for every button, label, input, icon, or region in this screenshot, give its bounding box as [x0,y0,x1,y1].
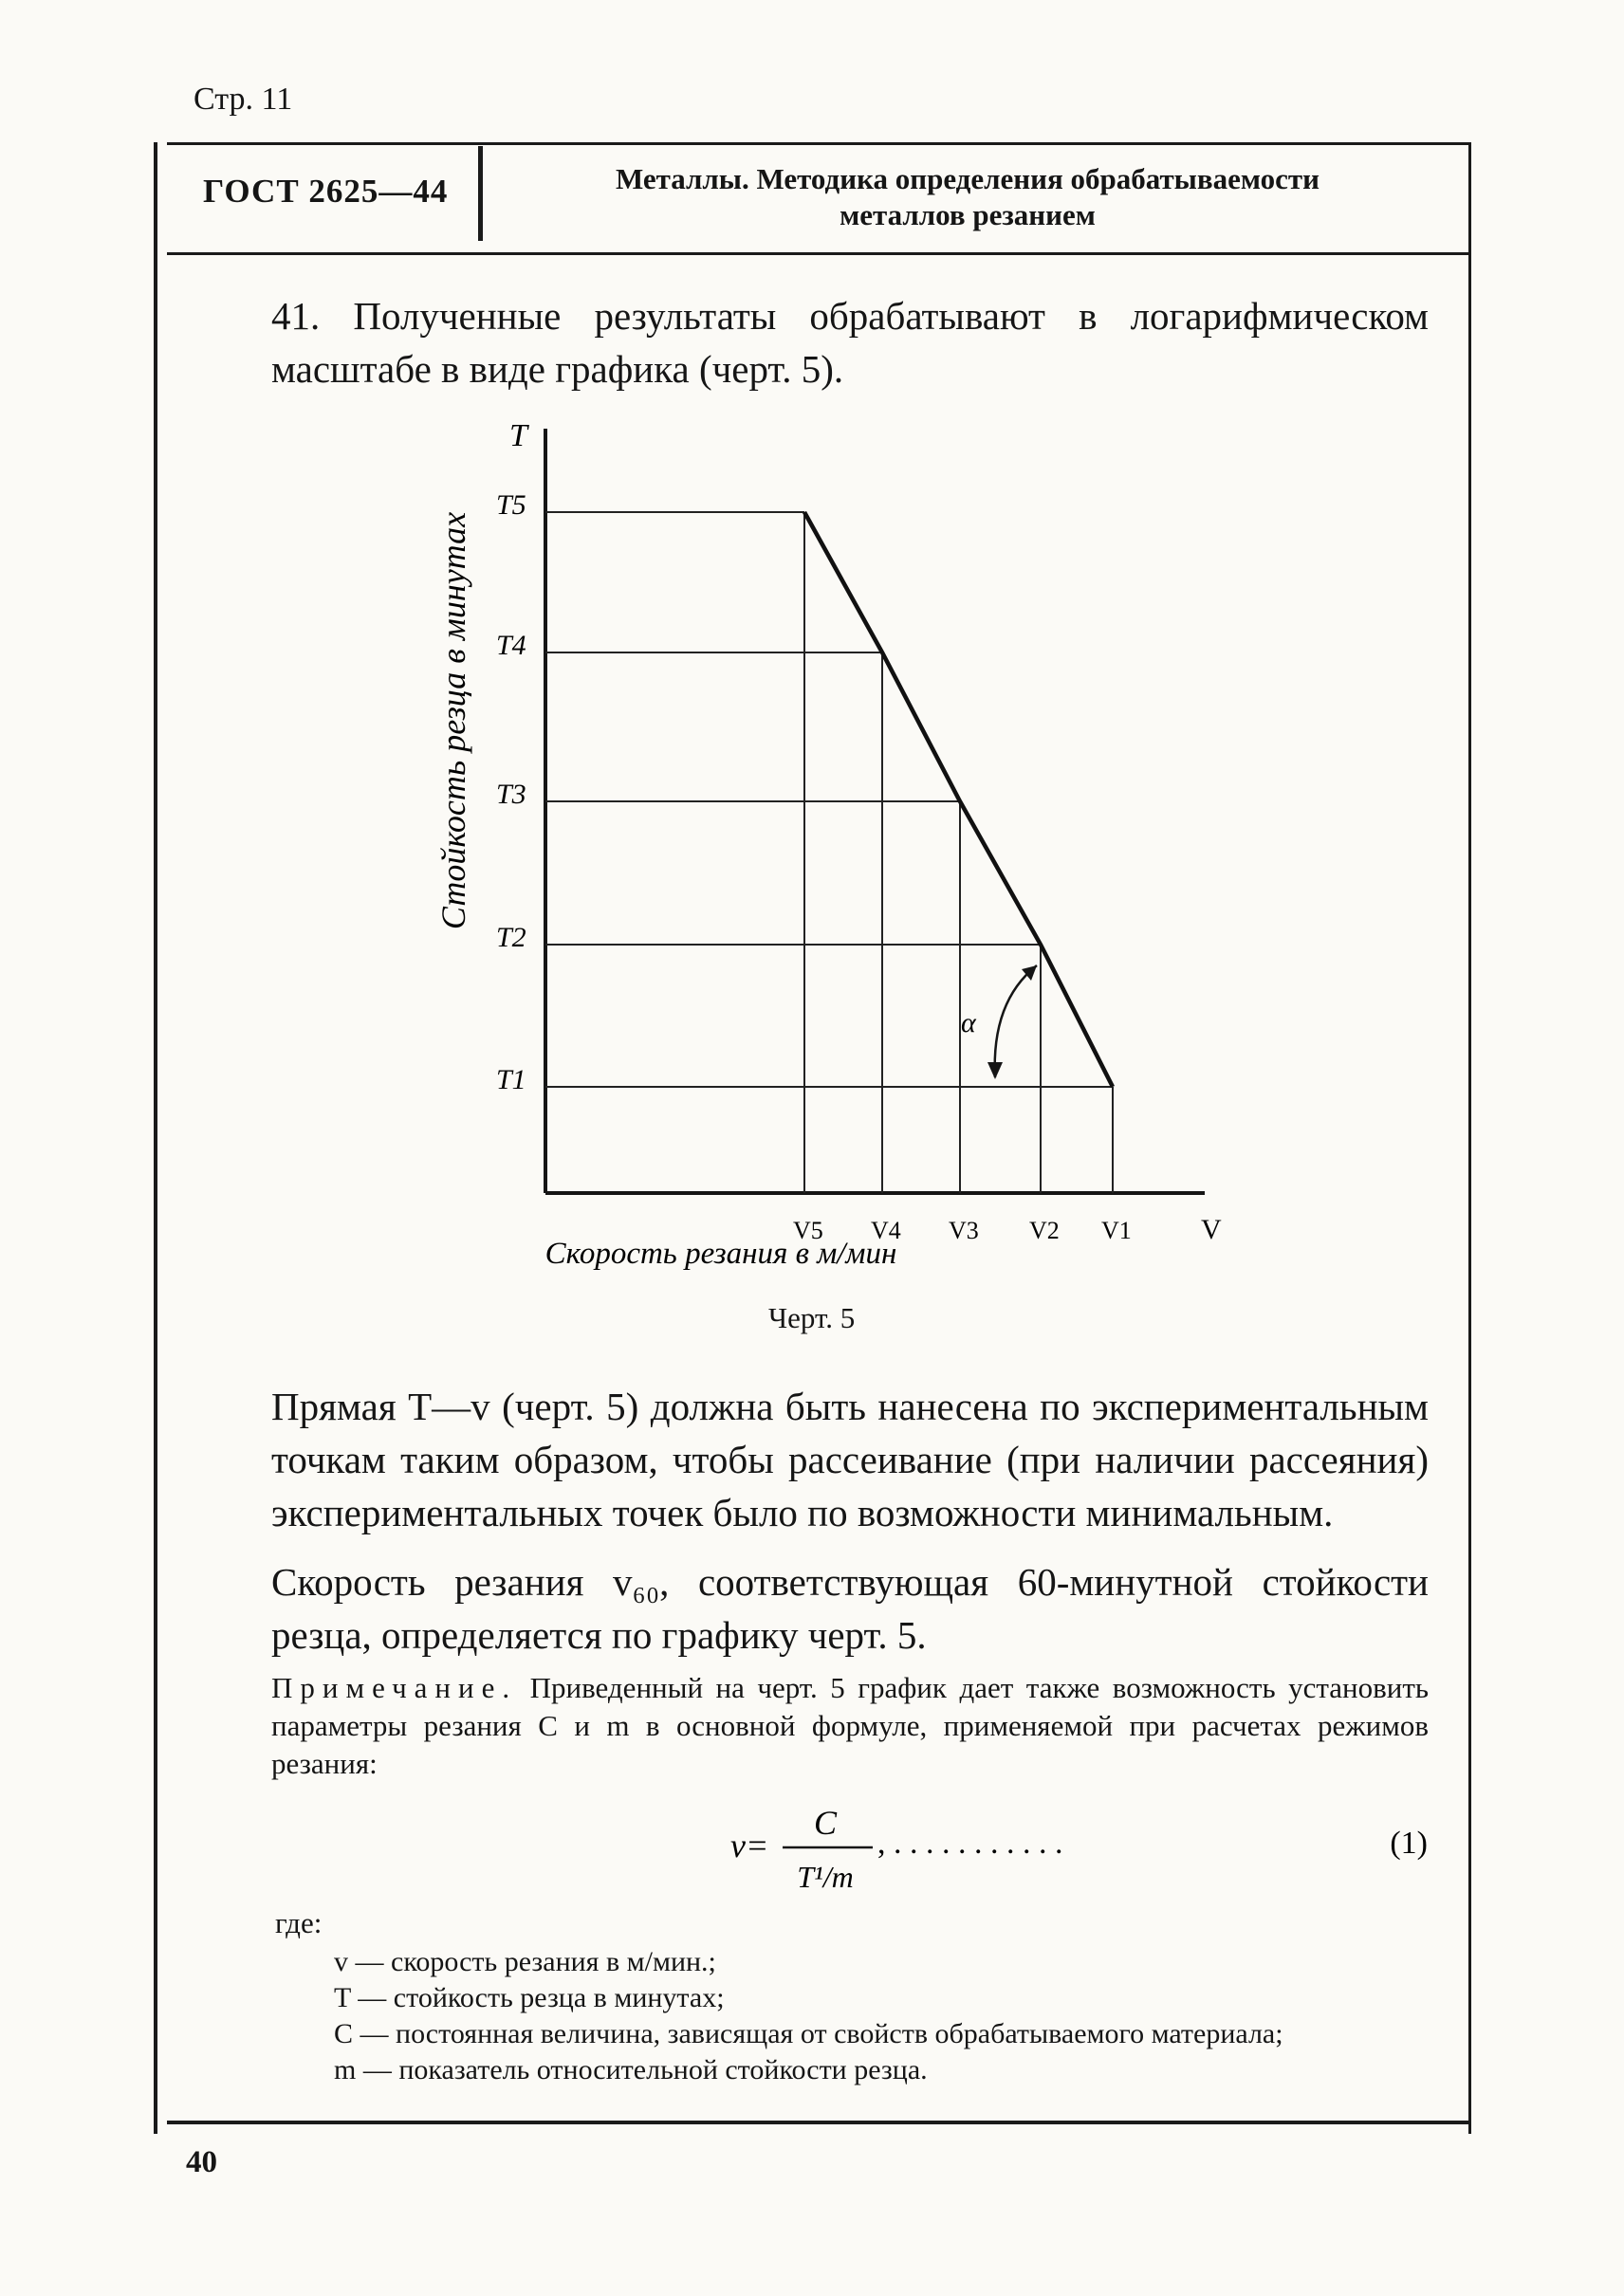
y-tick-label-T4: T4 [496,630,526,661]
y-tick-label-T2: T2 [496,922,526,953]
x-axis-label: Скорость резания в м/мин [544,1237,897,1271]
note-label: Примечание. [271,1671,518,1704]
paragraph-41: 41. Полученные результаты обрабатывают в логарифмическом масштабе в виде графика (черт. 5). [271,294,1429,391]
formula-lhs: v= [730,1827,769,1864]
y-axis-symbol: T [509,418,527,453]
x-axis-symbol: V [1201,1214,1222,1245]
formula-denominator: T¹/m [797,1860,854,1894]
y-axis-label: Стойкость резца в минутах [434,511,472,930]
note-text: Приведенный на черт. 5 график дает также возможность установить параметры резания C и m в основной формуле, применяемой при расчетах режимов резания: [271,1671,1430,1780]
page-number: 40 [186,2145,217,2179]
chart-series [804,512,1113,1087]
title-line-1: Металлы. Методика определения обрабатываемости [616,162,1320,195]
title-line-2: металлов резанием [840,198,1096,231]
header-divider [478,146,483,241]
page-label: Стр. 11 [194,82,293,117]
chart-guides [545,512,1113,1193]
angle-label: α [961,1007,976,1038]
definition-t: T — стойкость резца в минутах; [334,1982,725,2013]
angle-arc [995,965,1037,1077]
chart-axes [509,418,1222,1245]
series-line [804,512,1113,1087]
x-tick-label-V4: V4 [871,1217,901,1244]
bottom-rule [167,2121,1471,2124]
y-tick-label-T5: T5 [496,489,526,521]
definition-v: v — скорость резания в м/мин.; [334,1946,716,1977]
paragraph-speed: Скорость резания v₆₀, соответствующая 60-минутной стойкости резца, определяется по графику черт. 5. [271,1560,1429,1657]
formula-numerator: C [813,1804,838,1842]
definitions-list [334,1944,1434,2088]
where-label: где: [275,1906,323,1939]
angle-marker [961,965,1037,1079]
y-tick-label-T1: T1 [496,1064,526,1095]
formula-number: (1) [1390,1826,1428,1861]
figure-caption: Черт. 5 [768,1301,856,1334]
y-tick-label-T3: T3 [496,779,526,810]
formula-1 [730,1792,1451,1897]
gost-code: ГОСТ 2625—44 [203,173,449,210]
x-tick-label-V3: V3 [949,1217,979,1244]
definition-m: m — показатель относительной стойкости резца. [334,2054,928,2085]
chart-ticks [496,489,1132,1244]
x-tick-label-V1: V1 [1101,1217,1132,1244]
paragraph-line: Прямая T—v (черт. 5) должна быть нанесена по экспериментальным точкам таким образом, чтобы рассеивание (при наличии рассеяния) экспериментальных точек было по возможности минимальным. [271,1385,1429,1534]
left-frame-line [154,142,157,2134]
x-tick-label-V5: V5 [793,1217,823,1244]
x-tick-label-V2: V2 [1029,1217,1060,1244]
angle-arrow-bottom [987,1062,1003,1079]
definition-c: C — постоянная величина, зависящая от свойств обрабатываемого материала; [334,2018,1283,2049]
top-rule [167,142,1471,145]
formula-dots: , . . . . . . . . . . . [877,1826,1063,1861]
note [271,1669,1429,1783]
chart-5 [417,417,1252,1271]
header-bottom-rule [167,252,1471,255]
document-title [512,161,1423,233]
right-frame-line [1468,142,1471,2134]
